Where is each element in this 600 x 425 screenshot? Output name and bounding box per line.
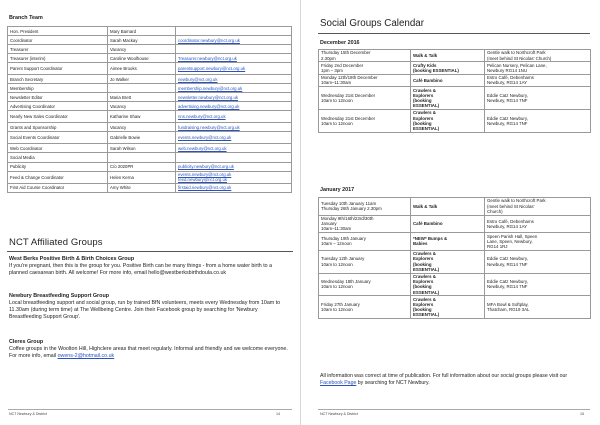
event-when (319, 250, 411, 273)
team-row (8, 75, 292, 84)
event-what-line: Explorers (413, 92, 434, 98)
event-what (411, 273, 485, 296)
team-email (176, 183, 292, 192)
calendar-row (319, 215, 591, 233)
team-row (8, 183, 292, 192)
team-name: C/o 2020PR (108, 162, 176, 171)
calendar-row (319, 198, 591, 216)
event-where-line: Newbury, RG14 7NF (487, 120, 528, 126)
team-email (176, 27, 292, 36)
page-number: 15 (580, 412, 584, 416)
team-name: Katharine Shaw (108, 111, 176, 123)
team-name: Sarah Mackay (108, 36, 176, 45)
event-what (411, 87, 485, 110)
event-where-line: Eddie Catz Newbury, (487, 92, 528, 98)
event-what (411, 198, 485, 216)
email-link[interactable]: firstaid.newbury@nct.org.uk (178, 185, 232, 191)
event-what-line: Walk & Talk (413, 53, 438, 59)
branch-team-table (7, 26, 292, 193)
event-where-line: Newbury, RG14 1AY (487, 223, 528, 229)
team-email (176, 36, 292, 45)
team-role: Nearly New Sales Coordinator (8, 111, 108, 123)
team-role: Hon. President (8, 27, 108, 36)
event-when (319, 62, 411, 74)
email-link[interactable]: events.newbury@nct.org.uk (178, 135, 232, 141)
event-what (411, 50, 485, 62)
event-where (485, 74, 591, 86)
event-where (485, 87, 591, 110)
event-when (319, 233, 411, 251)
event-when-line: 10am to 12noon (321, 98, 353, 104)
email-link[interactable]: fundraising.newbury@nct.org.uk (178, 124, 240, 130)
event-when (319, 215, 411, 233)
event-what-line: Crawlers & (413, 87, 436, 93)
event-what-line: Explorers (413, 256, 434, 262)
event-where-line: MFA Bowl & Softplay, (487, 302, 529, 308)
event-where-line: (meet behind St Nicolas' Church) (487, 55, 552, 61)
team-role: Advertising Coordinator (8, 102, 108, 111)
team-row (8, 171, 292, 183)
group-text: Local breastfeeding support and social group, run by trained BfN volunteers, meets every Wednesday from 10am to 11.30am (during term time) at The Wellbeing Centre. Join their Facebook group by searching for 'Newbury Breastfeeding Support Group'. (9, 300, 281, 321)
event-when-line: Monday 12th/19th December (321, 75, 378, 81)
team-name: Gabrielle Bowie (108, 132, 176, 144)
team-name (108, 153, 176, 162)
event-where (485, 250, 591, 273)
event-when-line: Thursday 19th January (321, 236, 366, 242)
event-what-line: Crawlers & (413, 274, 436, 280)
group-title: West Berks Positive Birth & Birth Choices Group (9, 256, 135, 262)
group-text: Coffee groups in the Woolton Hill, Highclere areas that meet regularly. Informal and friendly and we welcome everyone. For more info, email owens-2@hotmail.co.uk (9, 346, 288, 360)
event-where-line: Estro Café, Debenhams (487, 218, 534, 224)
calendar-row (319, 87, 591, 110)
event-when (319, 74, 411, 86)
team-row (8, 123, 292, 132)
event-when-line: Tuesday 10th January 11am (321, 201, 377, 207)
team-email (176, 144, 292, 153)
team-email (176, 84, 292, 93)
facebook-page-link[interactable]: Facebook Page (320, 380, 357, 386)
email-link[interactable]: publicity.newbury@nct.org.uk (178, 164, 234, 170)
event-what-line: (booking (413, 307, 432, 313)
email-link[interactable]: parentsupport.newbury@nct.org.uk (178, 66, 246, 72)
email-link[interactable]: owens-2@hotmail.co.uk (57, 353, 115, 360)
email-link[interactable]: web.newbury@nct.org.uk (178, 145, 227, 151)
event-what-line: Crawlers & (413, 110, 436, 116)
event-where-line: Estro Café, Debenhams (487, 75, 534, 81)
event-where-line: Gentle walk to Northcroft Park (487, 50, 546, 56)
event-when-line: Thursday 15th December (321, 50, 371, 56)
event-when-line: 10am to 12noon (321, 261, 353, 267)
team-name: Caroline Woolhouse (108, 54, 176, 63)
event-when-line: Wednesday 21st December (321, 115, 376, 121)
event-when-line: 10am to 12noon (321, 120, 353, 126)
calendar-row (319, 50, 591, 62)
calendar-row (319, 74, 591, 86)
event-when (319, 273, 411, 296)
event-where-line: Newbury, RG14 1AY (487, 80, 528, 86)
team-email (176, 93, 292, 102)
event-when (319, 50, 411, 62)
calendar-row (319, 250, 591, 273)
team-name: Vacancy (108, 123, 176, 132)
email-link[interactable]: advertising.newbury@nct.org.uk (178, 103, 240, 109)
team-role: Branch Secretary (8, 75, 108, 84)
calendar-note: All information was correct at time of publication. For full information about our social groups please visit our Facebook Page by searching for NCT Newbury. (320, 373, 568, 386)
group-title: Cleres Group (9, 339, 44, 345)
team-role: Coordinator (8, 36, 108, 45)
email-link[interactable]: membership.newbury@nct.org.uk (178, 85, 243, 91)
event-what-line: Babies (413, 241, 428, 247)
event-when-line: Wednesday 18th January (321, 279, 371, 285)
footer-publication: NCT Newbury & District (9, 412, 47, 416)
team-email (176, 111, 292, 123)
team-name: Jo Walker (108, 75, 176, 84)
team-role: First Aid Course Coordinator (8, 183, 108, 192)
team-email (176, 162, 292, 171)
event-what-line: Crafty Kids (413, 62, 437, 68)
event-what-line: Explorers (413, 279, 434, 285)
event-when (319, 198, 411, 216)
event-where-line: Gentle walk to Northcroft Park (487, 198, 546, 204)
group-text: If you're pregnant, then this is the group for you. Positive Birth can be many things - from a home water birth to a planned caesarean birth. All welcome! For more info, email hello@westberksbirthdoula.co.uk (9, 263, 273, 277)
email-link[interactable]: newbury@nct.org.uk (178, 76, 218, 82)
team-email (176, 153, 292, 162)
event-what-line: ESSENTIAL) (413, 312, 440, 318)
team-role: Membership (8, 84, 108, 93)
calendar-title: Social Groups Calendar (320, 18, 425, 29)
team-row (8, 27, 292, 36)
calendar-row (319, 62, 591, 74)
event-when (319, 109, 411, 132)
calendar-row (319, 296, 591, 319)
team-name: Maria Brett (108, 93, 176, 102)
calendar-row (319, 273, 591, 296)
event-where-line: Thatcham, RG19 3AL (487, 307, 530, 313)
team-role: Social Events Coordinator (8, 132, 108, 144)
event-what-line: Walk & Talk (413, 203, 438, 209)
team-row (8, 162, 292, 171)
team-row (8, 45, 292, 54)
team-name: Vacancy (108, 45, 176, 54)
heading-divider (318, 33, 590, 34)
group-cleres (9, 339, 291, 360)
event-what-line: Café Bambino (413, 221, 443, 227)
event-where-line: Church) (487, 208, 503, 214)
event-what (411, 74, 485, 86)
event-where-line: Newbury, RG14 7NF (487, 284, 528, 290)
event-when-line: January (321, 221, 337, 227)
team-role: Feed & Change Coordinator (8, 171, 108, 183)
event-where-line: RG14 1RJ (487, 244, 508, 250)
team-role: Treasurer (interim) (8, 54, 108, 63)
event-where-line: Pelican Nursery, Pelican Lane, (487, 62, 547, 68)
event-what-line: (booking (413, 120, 432, 126)
team-role: Newsletter Editor (8, 93, 108, 102)
event-where (485, 50, 591, 62)
event-when (319, 87, 411, 110)
event-what-line: *NEW* Bumps & (413, 236, 448, 242)
event-when-line: 10am–11:30am (321, 80, 352, 86)
calendar-row (319, 109, 591, 132)
email-link[interactable]: newsletter.newbury@nct.org.uk (178, 94, 239, 100)
footer-divider (318, 409, 590, 410)
team-row (8, 93, 292, 102)
group-positive-birth (9, 256, 291, 277)
event-when-line: 10am – 12noon (321, 241, 352, 247)
team-row (8, 144, 292, 153)
event-when-line: Wednesday 21st December (321, 92, 376, 98)
calendar-row (319, 233, 591, 251)
footer-divider (8, 409, 292, 410)
email-link[interactable]: feed.newbury@nct.org.uk (178, 177, 228, 183)
event-what (411, 233, 485, 251)
footer-publication: NCT Newbury & District (320, 412, 358, 416)
team-row (8, 54, 292, 63)
event-what-line: (booking (413, 98, 432, 104)
event-where (485, 296, 591, 319)
event-what-line: (booking ESSENTIAL) (413, 68, 459, 74)
event-what-line: Crawlers & (413, 251, 436, 257)
event-when-line: Friday 27th January (321, 302, 360, 308)
team-email (176, 75, 292, 84)
affiliated-groups-heading: NCT Affiliated Groups (9, 237, 103, 248)
event-where (485, 273, 591, 296)
event-where (485, 233, 591, 251)
team-role: Parent Support Coordinator (8, 63, 108, 75)
event-where-line: Newbury RG14 1NU (487, 68, 528, 74)
group-title: Newbury Breastfeeding Support Group (9, 293, 110, 299)
event-what-line: Explorers (413, 302, 434, 308)
event-when-line: 10am to 12noon (321, 284, 353, 290)
event-when-line: 1pm – 3pm (321, 68, 343, 74)
team-name (108, 84, 176, 93)
team-row (8, 132, 292, 144)
event-where (485, 109, 591, 132)
event-what-line: Crawlers & (413, 296, 436, 302)
team-name: Vacancy (108, 102, 176, 111)
event-what-line: ESSENTIAL) (413, 103, 440, 109)
event-what-line: (booking (413, 261, 432, 267)
event-what-line: ESSENTIAL) (413, 126, 440, 132)
event-what-line: Café Bambino (413, 77, 443, 83)
team-role: Publicity (8, 162, 108, 171)
event-where-line: Newbury, RG14 7NF (487, 98, 528, 104)
event-what-line: (booking (413, 284, 432, 290)
team-name: Sarah Wilson (108, 144, 176, 153)
team-email (176, 102, 292, 111)
team-row (8, 63, 292, 75)
event-where-line: Eddie Catz Newbury, (487, 115, 528, 121)
event-what (411, 250, 485, 273)
event-when (319, 296, 411, 319)
event-when-line: Thursday 26th January 2.30pm (321, 206, 382, 212)
event-where (485, 62, 591, 74)
event-when-line: Tuesday 12th January (321, 256, 365, 262)
event-where-line: Lane, Speen, Newbury, (487, 238, 533, 244)
team-row (8, 153, 292, 162)
team-row (8, 111, 292, 123)
event-what (411, 296, 485, 319)
calendar-table-december (318, 49, 591, 133)
team-role: Treasurer (8, 45, 108, 54)
event-where-line: Speen Parish Hall, Speen (487, 233, 538, 239)
event-what-line: ESSENTIAL) (413, 289, 440, 295)
team-email (176, 63, 292, 75)
team-email (176, 171, 292, 183)
event-where-line: Eddie Catz Newbury, (487, 279, 528, 285)
event-when-line: Monday 9th/16th/23rd/30th (321, 216, 374, 222)
page-number: 14 (276, 412, 280, 416)
team-role: Social Media (8, 153, 108, 162)
event-what (411, 62, 485, 74)
team-row (8, 84, 292, 93)
event-when-line: 10am–11:30am (321, 226, 352, 232)
team-name: Amy White (108, 183, 176, 192)
event-where (485, 215, 591, 233)
event-when-line: 10am to 12noon (321, 307, 353, 313)
team-role: Grants and Sponsorship (8, 123, 108, 132)
event-where-line: Eddie Catz Newbury, (487, 256, 528, 262)
event-what-line: Explorers (413, 115, 434, 121)
team-email (176, 132, 292, 144)
month-label-january: January 2017 (320, 187, 355, 193)
email-link[interactable]: events.newbury@nct.org.uk (178, 172, 232, 178)
heading-divider (7, 251, 293, 252)
email-link[interactable]: coordinator.newbury@nct.org.uk (178, 37, 240, 43)
email-link[interactable]: Treasurer.newbury@nct.org.uk (178, 55, 237, 61)
team-email (176, 45, 292, 54)
event-where (485, 198, 591, 216)
team-name: Mary Barnard (108, 27, 176, 36)
team-name: Helen Kerna (108, 171, 176, 183)
team-name: Aimee Brooks (108, 63, 176, 75)
team-row (8, 36, 292, 45)
branch-team-heading: Branch Team (9, 15, 43, 21)
event-where-line: (meet behind St Nicolas' (487, 203, 535, 209)
event-what (411, 109, 485, 132)
team-email (176, 54, 292, 63)
team-row (8, 102, 292, 111)
event-what (411, 215, 485, 233)
email-link[interactable]: nns.newbury@nct.org.uk (178, 114, 226, 120)
group-breastfeeding (9, 293, 291, 322)
team-email (176, 123, 292, 132)
calendar-table-january (318, 197, 591, 319)
event-what-line: ESSENTIAL) (413, 266, 440, 272)
event-when-line: Friday 2nd December (321, 62, 364, 68)
month-label-december: December 2016 (320, 40, 360, 46)
event-when-line: 2.30pm (321, 55, 336, 61)
team-role: Web Coordinator (8, 144, 108, 153)
event-where-line: Newbury, RG14 7NF (487, 261, 528, 267)
